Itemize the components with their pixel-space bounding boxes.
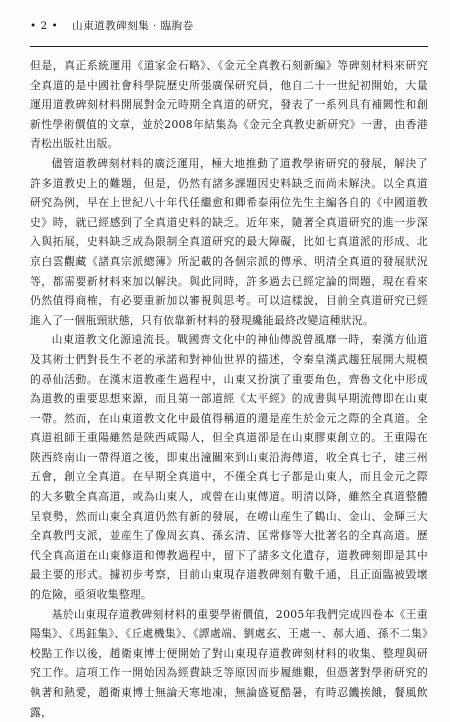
paragraph-1: 但是，真正系統運用《道家金石略》、《金元全真教石刻新編》等碑刻材料來研究全真道的是中國社會科學院歷史所張廣保研究員，他自二十一世紀初開始，大量運用道教碑刻材料開展對金元時期全真道的研究，發表了一系列具有補闕性和創新性學術價值的文章，並於2008年結集為《金元全真教史新研究》一書，由香港青松出版社出版。 — [30, 59, 428, 151]
body-text — [30, 56, 428, 722]
paragraph-2: 儘管道教碑刻材料的廣泛運用，極大地推動了道教學術研究的發展，解決了許多道教史上的難題，但是，仍然有諸多課題因史料缺乏而尚未解決。以全真道研究為例，早在上世紀八十年代任繼愈和卿希泰兩位先生主編各自的《中國道教史》時，就已經感到了全真道史料的缺乏。近年來，隨著全真道研究的進一步深入與拓展，史料缺乏成為限制全真道研究的最大障礙，比如七真道派的形成、北京白雲觀藏《諸真宗派總簿》所記載的各個宗派的傳承、明清全真道的發展狀況等，都需要新材料來加以解決。與此同時，許多過去已經定論的問題，現在看來仍然值得商榷，有必要重新加以審視與思考。可以這樣說，目前全真道研究已經進入了一個瓶頸狀態，只有依靠新材料的發現纔能最終改變這種狀況。 — [30, 156, 428, 327]
paragraph-3: 山東道教文化源遠流長。戰國齊文化中的神仙傳説曾風靡一時，秦漢方仙道及其術士們對長生不老的承諾和對神仙世界的描述，令秦皇漢武趨狂展開大規模的尋仙活動。在漢末道教產生過程中，山東又扮演了重要角色，齊魯文化中形成為道教的重要思想來源，而且第一部道經《太平經》的成書與早期流傳即在山東一帶。然而，在山東道教文化中最值得稱道的還是産生於金元之際的全真道。全真道祖師王重陽雖然是陝西咸陽人，但全真道卻是在山東膠東創立的。王重陽在陝西終南山一帶得道之後，即東出潼關來到山東沿海傳道，收全真七子，建三州五會，創立全真道。在早期全真道中，不僅全真七子都是山東人，而且金元之際的大多數全真高道，或為山東人，或曾在山東傳道。明清以降，雖然全真道整體呈衰勢，然而山東全真道仍然有新的發展，在嶗山産生了鶴山、金山、金輝三大全真教門支派，並産生了像周玄真、孫玄清、匡常修等大批著名的全真高道。歷代全真高道在山東修道和傳教過程中，留下了諸多文化遺存，道教碑刻即是其中最主要的形式。據初步考察，目前山東現存道教碑刻有數千通，且正面臨被毀壞的危險，亟須收集整理。 — [30, 333, 428, 602]
page-number: • 2 • — [30, 20, 59, 32]
header-rule — [30, 46, 428, 47]
paragraph-4: 基於山東現存道教碑刻材料的重要學術價值，2005年我們完成四卷本《王重陽集》、《馬鈺集》、《丘處機集》、《譚處端、劉處玄、王處一、郝大通、孫不二集》校點工作以後，趙衛東博士便開始了對山東現存道教碑刻材料的收集、整理與研究工作。這項工作一開始因為經費缺乏等原因而步履維艱，但憑著對學術研究的執著和熱愛，趙衛東博士無論天寒地凍，無論盛夏酷暑，有時忍饑挨餓，餐風飲露， — [30, 607, 428, 719]
running-header — [30, 18, 426, 33]
running-title: 山東道教碑刻集 · 臨朐卷 — [72, 20, 194, 32]
